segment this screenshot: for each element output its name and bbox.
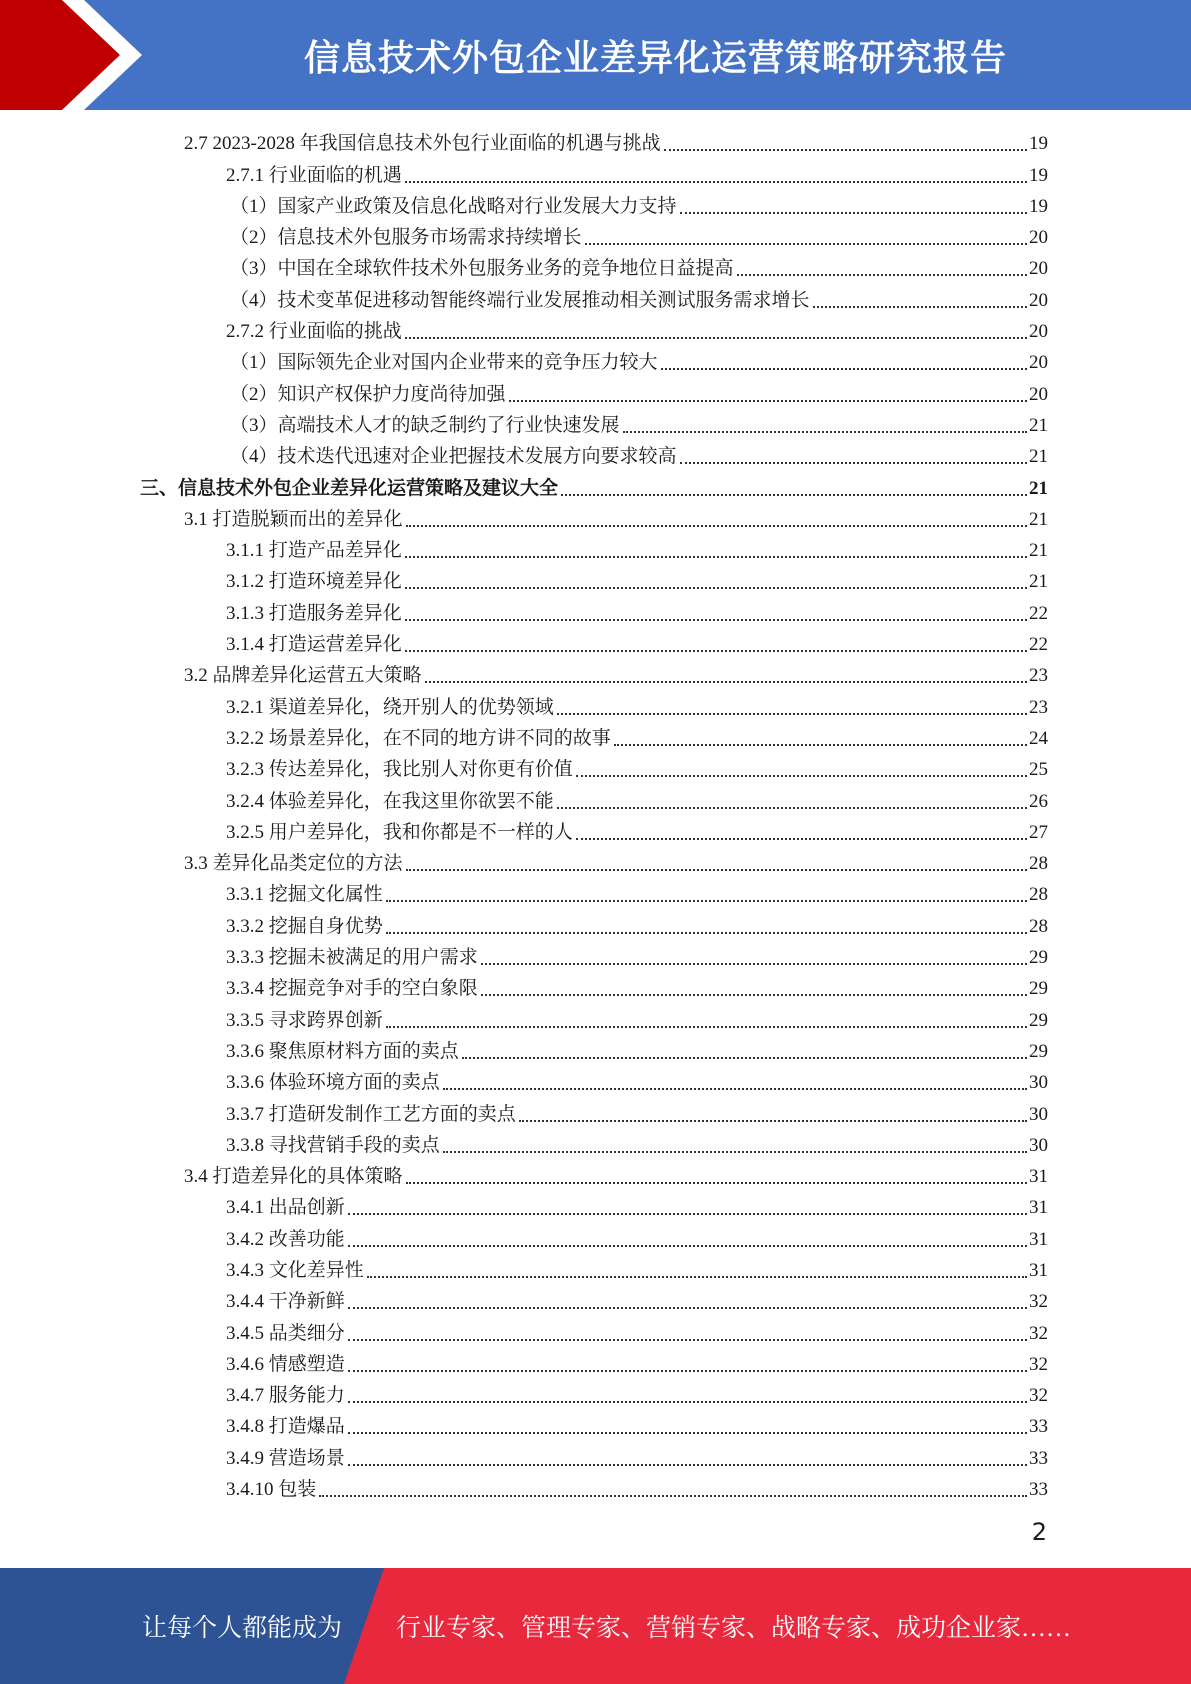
- toc-entry-page: 26: [1029, 790, 1048, 812]
- toc-entry-title: 3.4.7 服务能力: [226, 1385, 345, 1407]
- toc-entry-page: 20: [1029, 227, 1048, 249]
- toc-entry[interactable]: [140, 1285, 1048, 1316]
- toc-entry[interactable]: [140, 722, 1048, 753]
- toc-entry[interactable]: [140, 1003, 1048, 1034]
- toc-entry[interactable]: [140, 1160, 1048, 1191]
- toc-entry-title: （4）技术变革促进移动智能终端行业发展推动相关测试服务需求增长: [230, 289, 810, 311]
- toc-entry-title: 3.4 打造差异化的具体策略: [184, 1166, 403, 1188]
- toc-entry[interactable]: [140, 252, 1048, 283]
- toc-dot-leader: [405, 556, 1027, 558]
- toc-entry-title: （1）国际领先企业对国内企业带来的竞争压力较大: [230, 352, 658, 374]
- toc-entry-page: 21: [1029, 477, 1048, 499]
- toc-entry[interactable]: [140, 941, 1048, 972]
- toc-entry-title: 3.4.6 情感塑造: [226, 1353, 345, 1375]
- toc-dot-leader: [462, 1057, 1027, 1059]
- toc-entry-title: 3.3.3 挖掘未被满足的用户需求: [226, 947, 478, 969]
- toc-entry-title: （1）国家产业政策及信息化战略对行业发展大力支持: [230, 195, 677, 217]
- toc-entry-title: 三、信息技术外包企业差异化运营策略及建议大全: [140, 477, 559, 499]
- toc-dot-leader: [367, 1276, 1027, 1278]
- toc-entry-page: 23: [1029, 696, 1048, 718]
- toc-dot-leader: [737, 274, 1027, 276]
- toc-entry[interactable]: [140, 1066, 1048, 1097]
- toc-entry[interactable]: [140, 1254, 1048, 1285]
- toc-entry-title: 3.2.1 渠道差异化，绕开别人的优势领域: [226, 696, 554, 718]
- toc-entry-page: 21: [1029, 571, 1048, 593]
- toc-entry[interactable]: [140, 1129, 1048, 1160]
- toc-entry-title: 3.3 差异化品类定位的方法: [184, 853, 403, 875]
- footer-slogan-left: 让每个人都能成为: [142, 1615, 343, 1642]
- toc-dot-leader: [443, 1151, 1027, 1153]
- toc-entry-title: 3.3.4 挖掘竞争对手的空白象限: [226, 978, 478, 1000]
- toc-entry[interactable]: [140, 440, 1048, 471]
- toc-entry-page: 28: [1029, 853, 1048, 875]
- toc-entry-page: 29: [1029, 978, 1048, 1000]
- toc-dot-leader: [623, 431, 1027, 433]
- toc-entry-title: 3.2 品牌差异化运营五大策略: [184, 665, 422, 687]
- toc-entry-page: 21: [1029, 540, 1048, 562]
- toc-entry-title: 3.1 打造脱颖而出的差异化: [184, 508, 403, 530]
- toc-entry[interactable]: [140, 972, 1048, 1003]
- toc-entry-page: 30: [1029, 1103, 1048, 1125]
- toc-entry[interactable]: [140, 190, 1048, 221]
- toc-entry-page: 23: [1029, 665, 1048, 687]
- toc-entry-title: 3.2.3 传达差异化，我比别人对你更有价值: [226, 759, 573, 781]
- toc-dot-leader: [405, 181, 1027, 183]
- toc-entry-title: 3.4.1 出品创新: [226, 1197, 345, 1219]
- toc-entry[interactable]: [140, 127, 1048, 158]
- toc-entry[interactable]: [140, 283, 1048, 314]
- toc-entry-title: 3.4.3 文化差异性: [226, 1259, 364, 1281]
- toc-entry[interactable]: [140, 1191, 1048, 1222]
- toc-entry-title: 3.1.3 打造服务差异化: [226, 602, 402, 624]
- toc-entry[interactable]: [140, 753, 1048, 784]
- toc-dot-leader: [557, 807, 1027, 809]
- toc-dot-leader: [348, 1432, 1027, 1434]
- toc-entry[interactable]: [140, 1410, 1048, 1441]
- toc-entry-title: （3）中国在全球软件技术外包服务业务的竞争地位日益提高: [230, 258, 734, 280]
- toc-entry-page: 32: [1029, 1322, 1048, 1344]
- toc-entry-title: 3.3.1 挖掘文化属性: [226, 884, 383, 906]
- toc-entry-page: 21: [1029, 508, 1048, 530]
- toc-entry[interactable]: [140, 816, 1048, 847]
- toc-dot-leader: [348, 1401, 1027, 1403]
- toc-dot-leader: [481, 994, 1027, 996]
- toc-entry-page: 30: [1029, 1072, 1048, 1094]
- toc-dot-leader: [319, 1495, 1027, 1497]
- toc-entry[interactable]: [140, 1097, 1048, 1128]
- toc-entry[interactable]: [140, 690, 1048, 721]
- toc-dot-leader: [386, 1026, 1027, 1028]
- toc-entry-page: 31: [1029, 1228, 1048, 1250]
- toc-dot-leader: [813, 306, 1027, 308]
- toc-entry-page: 31: [1029, 1259, 1048, 1281]
- toc-entry-page: 21: [1029, 446, 1048, 468]
- toc-dot-leader: [406, 869, 1027, 871]
- toc-entry-page: 20: [1029, 383, 1048, 405]
- toc-entry[interactable]: [140, 1348, 1048, 1379]
- toc-entry[interactable]: [140, 784, 1048, 815]
- toc-entry[interactable]: [140, 1379, 1048, 1410]
- toc-entry-page: 29: [1029, 1040, 1048, 1062]
- toc-entry-page: 20: [1029, 321, 1048, 343]
- toc-dot-leader: [443, 1088, 1027, 1090]
- toc-entry[interactable]: [140, 315, 1048, 346]
- toc-entry-page: 32: [1029, 1353, 1048, 1375]
- page-footer: [0, 1568, 1191, 1684]
- toc-entry[interactable]: [140, 503, 1048, 534]
- toc-entry[interactable]: [140, 1035, 1048, 1066]
- toc-entry-page: 19: [1029, 195, 1048, 217]
- toc-entry-page: 31: [1029, 1197, 1048, 1219]
- document-title: 信息技术外包企业差异化运营策略研究报告: [303, 37, 1007, 79]
- toc-entry-title: （2）信息技术外包服务市场需求持续增长: [230, 227, 582, 249]
- toc-entry-page: 20: [1029, 258, 1048, 280]
- table-of-contents: [140, 127, 1048, 1504]
- toc-entry-page: 33: [1029, 1479, 1048, 1501]
- toc-entry-page: 28: [1029, 884, 1048, 906]
- toc-dot-leader: [680, 212, 1027, 214]
- toc-dot-leader: [425, 681, 1027, 683]
- toc-dot-leader: [386, 932, 1027, 934]
- toc-entry[interactable]: [140, 1473, 1048, 1504]
- toc-entry-title: 3.2.2 场景差异化，在不同的地方讲不同的故事: [226, 727, 611, 749]
- toc-entry-page: 30: [1029, 1134, 1048, 1156]
- toc-entry-page: 19: [1029, 164, 1048, 186]
- footer-slogan-right: 行业专家、管理专家、营销专家、战略专家、成功企业家……: [396, 1615, 1072, 1642]
- toc-entry[interactable]: [140, 221, 1048, 252]
- toc-dot-leader: [348, 1307, 1027, 1309]
- toc-dot-leader: [661, 368, 1027, 370]
- toc-entry[interactable]: [140, 847, 1048, 878]
- toc-entry[interactable]: [140, 1441, 1048, 1472]
- toc-entry-title: 3.1.2 打造环境差异化: [226, 571, 402, 593]
- toc-entry[interactable]: [140, 346, 1048, 377]
- toc-entry[interactable]: [140, 1316, 1048, 1347]
- toc-entry-page: 27: [1029, 821, 1048, 843]
- toc-dot-leader: [481, 963, 1027, 965]
- toc-entry-title: 3.2.5 用户差异化，我和你都是不一样的人: [226, 821, 573, 843]
- toc-entry-page: 20: [1029, 289, 1048, 311]
- toc-entry[interactable]: [140, 471, 1048, 502]
- toc-dot-leader: [585, 243, 1027, 245]
- toc-entry-title: 3.4.5 品类细分: [226, 1322, 345, 1344]
- toc-entry-title: （4）技术迭代迅速对企业把握技术发展方向要求较高: [230, 446, 677, 468]
- toc-entry[interactable]: [140, 596, 1048, 627]
- toc-dot-leader: [561, 494, 1027, 496]
- toc-dot-leader: [614, 744, 1027, 746]
- page-number: 2: [1031, 1518, 1047, 1546]
- toc-entry[interactable]: [140, 409, 1048, 440]
- toc-entry-page: 28: [1029, 915, 1048, 937]
- toc-entry-title: 3.3.8 寻找营销手段的卖点: [226, 1134, 440, 1156]
- toc-entry[interactable]: [140, 565, 1048, 596]
- toc-dot-leader: [348, 1245, 1027, 1247]
- toc-entry-page: 20: [1029, 352, 1048, 374]
- toc-entry-title: 3.4.4 干净新鲜: [226, 1291, 345, 1313]
- toc-entry-title: 2.7 2023-2028 年我国信息技术外包行业面临的机遇与挑战: [184, 133, 661, 155]
- toc-entry-title: 3.4.8 打造爆品: [226, 1416, 345, 1438]
- toc-entry-title: （3）高端技术人才的缺乏制约了行业快速发展: [230, 414, 620, 436]
- toc-dot-leader: [576, 775, 1027, 777]
- toc-entry[interactable]: [140, 909, 1048, 940]
- toc-entry-page: 25: [1029, 759, 1048, 781]
- toc-entry-title: 3.4.9 营造场景: [226, 1447, 345, 1469]
- toc-dot-leader: [405, 650, 1027, 652]
- toc-entry-title: 3.1.4 打造运营差异化: [226, 634, 402, 656]
- toc-entry-title: 3.3.7 打造研发制作工艺方面的卖点: [226, 1103, 516, 1125]
- toc-dot-leader: [348, 1464, 1027, 1466]
- toc-dot-leader: [519, 1120, 1027, 1122]
- toc-dot-leader: [348, 1370, 1027, 1372]
- toc-entry-title: 3.4.2 改善功能: [226, 1228, 345, 1250]
- toc-entry-title: 2.7.2 行业面临的挑战: [226, 321, 402, 343]
- toc-entry-title: 3.4.10 包装: [226, 1479, 317, 1501]
- toc-entry[interactable]: [140, 534, 1048, 565]
- toc-entry[interactable]: [140, 377, 1048, 408]
- page-header: [0, 0, 1191, 110]
- toc-dot-leader: [664, 149, 1027, 151]
- toc-entry-title: 2.7.1 行业面临的机遇: [226, 164, 402, 186]
- toc-entry[interactable]: [140, 659, 1048, 690]
- toc-dot-leader: [348, 1339, 1027, 1341]
- toc-dot-leader: [348, 1213, 1027, 1215]
- toc-entry-title: 3.1.1 打造产品差异化: [226, 540, 402, 562]
- toc-entry-title: （2）知识产权保护力度尚待加强: [230, 383, 506, 405]
- toc-entry-title: 3.3.2 挖掘自身优势: [226, 915, 383, 937]
- toc-dot-leader: [406, 1182, 1027, 1184]
- toc-dot-leader: [557, 713, 1027, 715]
- toc-entry-page: 31: [1029, 1166, 1048, 1188]
- toc-entry-title: 3.3.5 寻求跨界创新: [226, 1009, 383, 1031]
- toc-dot-leader: [405, 337, 1027, 339]
- toc-entry[interactable]: [140, 878, 1048, 909]
- toc-dot-leader: [405, 619, 1027, 621]
- toc-entry-page: 19: [1029, 133, 1048, 155]
- toc-entry-page: 21: [1029, 414, 1048, 436]
- toc-entry-page: 22: [1029, 602, 1048, 624]
- toc-dot-leader: [405, 587, 1027, 589]
- toc-entry-page: 33: [1029, 1447, 1048, 1469]
- toc-dot-leader: [386, 900, 1027, 902]
- header-arrow-decoration: [0, 0, 200, 110]
- toc-entry[interactable]: [140, 158, 1048, 189]
- toc-entry-page: 29: [1029, 1009, 1048, 1031]
- toc-entry-page: 24: [1029, 727, 1048, 749]
- toc-entry-title: 3.3.6 聚焦原材料方面的卖点: [226, 1040, 459, 1062]
- toc-entry-page: 22: [1029, 634, 1048, 656]
- toc-entry-title: 3.2.4 体验差异化，在我这里你欲罢不能: [226, 790, 554, 812]
- toc-entry-page: 32: [1029, 1291, 1048, 1313]
- toc-dot-leader: [509, 400, 1027, 402]
- toc-entry-title: 3.3.6 体验环境方面的卖点: [226, 1072, 440, 1094]
- toc-entry-page: 33: [1029, 1416, 1048, 1438]
- toc-dot-leader: [576, 838, 1027, 840]
- toc-entry[interactable]: [140, 628, 1048, 659]
- toc-dot-leader: [680, 462, 1027, 464]
- toc-entry[interactable]: [140, 1222, 1048, 1253]
- toc-entry-page: 32: [1029, 1385, 1048, 1407]
- toc-dot-leader: [406, 525, 1027, 527]
- toc-entry-page: 29: [1029, 947, 1048, 969]
